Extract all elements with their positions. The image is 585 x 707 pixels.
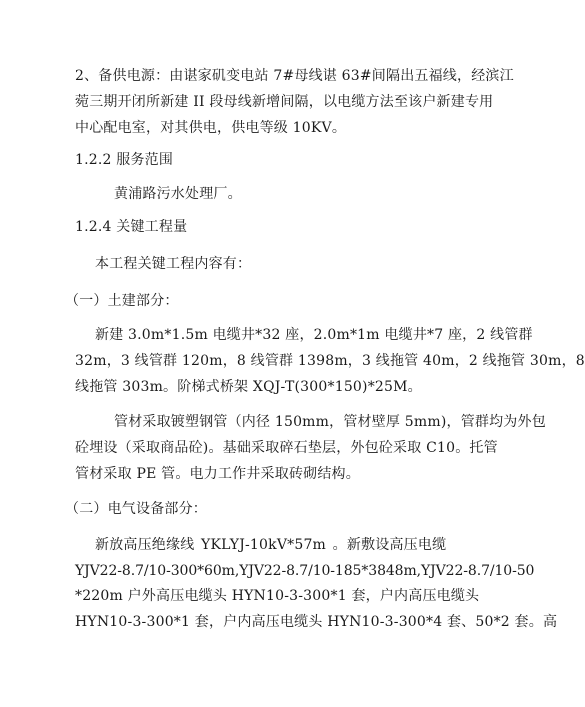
subheading-electrical-equipment: （二）电气设备部分： — [65, 501, 207, 517]
paragraph-civil-line-3: 线拖管 303m。阶梯式桥架 XQJ-T(300*150)*25M。 — [75, 379, 422, 395]
paragraph-pipe-material-line-3: 管材采取 PE 管。电力工作井采取砖砌结构。 — [75, 466, 360, 482]
paragraph-backup-power-line-2: 菀三期开闭所新建 II 段母线新增间隔，以电缆方法至该户新建专用 — [75, 94, 494, 110]
paragraph-electrical-line-4: HYN10-3-300*1 套，户内高压电缆头 HYN10-3-300*4 套、50*2 套。高 — [75, 614, 558, 630]
paragraph-civil-line-1: 新建 3.0m*1.5m 电缆井*32 座，2.0m*1m 电缆井*7 座，2 线管群 — [95, 327, 533, 343]
paragraph-electrical-line-2: YJV22-8.7/10-300*60m,YJV22-8.7/10-185*3848m,YJV22-8.7/10-50 — [75, 563, 535, 579]
section-heading-key-quantities: 1.2.4 关键工程量 — [75, 219, 188, 235]
paragraph-pipe-material-line-1: 管材采取镀塑钢管（内径 150mm，管材壁厚 5mm)，管群均为外包 — [114, 414, 546, 430]
paragraph-electrical-line-1: 新放高压绝缘线 YKLYJ-10kV*57m 。新敷设高压电缆 — [95, 537, 447, 553]
paragraph-civil-line-2: 32m，3 线管群 120m，8 线管群 1398m，3 线拖管 40m，2 线拖管 30m，8 — [75, 353, 585, 369]
paragraph-pipe-material-line-2: 砼埋设（采取商品砼)。基础采取碎石垫层，外包砼采取 C10。托管 — [75, 440, 498, 456]
paragraph-key-content-intro: 本工程关键工程内容有： — [95, 256, 252, 272]
section-heading-service-scope: 1.2.2 服务范围 — [75, 152, 174, 168]
paragraph-service-scope: 黄浦路污水处理厂。 — [114, 186, 242, 202]
subheading-civil-works: （一）土建部分： — [65, 293, 179, 309]
paragraph-backup-power-line-3: 中心配电室，对其供电，供电等级 10KV。 — [75, 120, 347, 136]
paragraph-electrical-line-3: *220m 户外高压电缆头 HYN10-3-300*1 套，户内高压电缆头 — [75, 588, 480, 604]
paragraph-backup-power-line-1: 2、备供电源：由谌家矶变电站 7#母线谌 63#间隔出五福线，经滨江 — [75, 68, 514, 84]
